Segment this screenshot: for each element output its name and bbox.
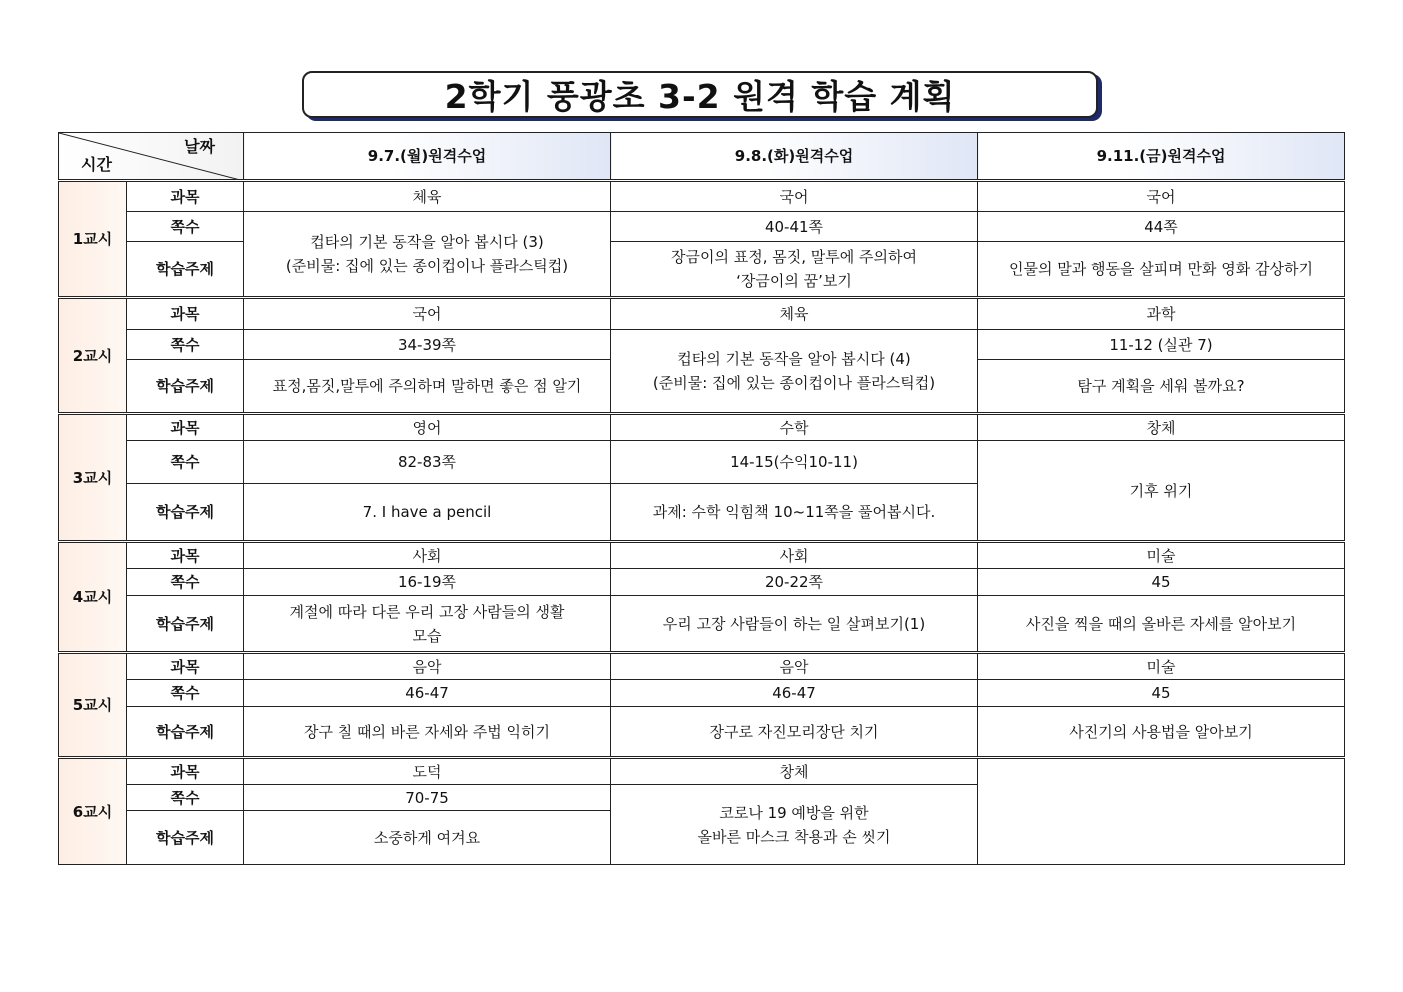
p5-fri-pages: 45 [978, 680, 1345, 707]
row-label-subject: 과목 [127, 414, 244, 441]
period-4-label: 4교시 [59, 542, 127, 653]
corner-cell [59, 133, 244, 181]
p4-fri-topic: 사진을 찍을 때의 올바른 자세를 알아보기 [978, 596, 1345, 653]
p2-tue-merged: 컵타의 기본 동작을 알아 봅시다 (4) (준비물: 집에 있는 종이컵이나 플라스틱컵) [611, 330, 978, 414]
p2-tue-subject: 체육 [611, 298, 978, 330]
p1-fri-subject: 국어 [978, 181, 1345, 212]
p3-fri-subject: 창체 [978, 414, 1345, 441]
p4-mon-subject: 사회 [244, 542, 611, 569]
p5-fri-subject: 미술 [978, 653, 1345, 680]
row-label-subject: 과목 [127, 181, 244, 212]
p4-mon-topic: 계절에 따라 다른 우리 고장 사람들의 생활 모습 [244, 596, 611, 653]
row-label-subject: 과목 [127, 298, 244, 330]
p2-fri-pages: 11-12 (실관 7) [978, 330, 1345, 360]
row-label-topic: 학습주제 [127, 242, 244, 298]
p6-mon-subject: 도덕 [244, 758, 611, 785]
period-1-label: 1교시 [59, 181, 127, 298]
row-label-subject: 과목 [127, 758, 244, 785]
p3-tue-pages: 14-15(수익10-11) [611, 441, 978, 484]
p5-fri-topic: 사진기의 사용법을 알아보기 [978, 707, 1345, 758]
header-row [59, 133, 1345, 181]
p1-mon-subject: 체육 [244, 181, 611, 212]
schedule-table [58, 132, 1345, 865]
p6-fri-empty [978, 758, 1345, 865]
p6-mon-topic: 소중하게 여겨요 [244, 811, 611, 865]
row-label-topic: 학습주제 [127, 811, 244, 865]
p1-fri-topic: 인물의 말과 행동을 살피며 만화 영화 감상하기 [978, 242, 1345, 298]
row-label-pages: 쪽수 [127, 441, 244, 484]
period-3-label: 3교시 [59, 414, 127, 542]
corner-time-label: 시간 [81, 155, 112, 174]
p3-mon-topic: 7. I have a pencil [244, 484, 611, 542]
p3-mon-pages: 82-83쪽 [244, 441, 611, 484]
p4-fri-pages: 45 [978, 569, 1345, 596]
title-box [302, 71, 1098, 118]
p6-tue-subject: 창체 [611, 758, 978, 785]
p4-tue-subject: 사회 [611, 542, 978, 569]
row-label-pages: 쪽수 [127, 680, 244, 707]
p1-tue-subject: 국어 [611, 181, 978, 212]
period-5-label: 5교시 [59, 653, 127, 758]
row-label-topic: 학습주제 [127, 360, 244, 414]
p3-mon-subject: 영어 [244, 414, 611, 441]
p5-tue-subject: 음악 [611, 653, 978, 680]
p5-mon-pages: 46-47 [244, 680, 611, 707]
day-header-mon: 9.7.(월)원격수업 [244, 133, 611, 181]
period-6-label: 6교시 [59, 758, 127, 865]
p5-tue-topic: 장구로 자진모리장단 치기 [611, 707, 978, 758]
p4-mon-pages: 16-19쪽 [244, 569, 611, 596]
p2-mon-topic: 표정,몸짓,말투에 주의하며 말하면 좋은 점 알기 [244, 360, 611, 414]
page-title: 2학기 풍광초 3-2 원격 학습 계획 [444, 77, 956, 116]
row-label-pages: 쪽수 [127, 785, 244, 811]
row-label-pages: 쪽수 [127, 330, 244, 360]
row-label-topic: 학습주제 [127, 707, 244, 758]
row-label-pages: 쪽수 [127, 212, 244, 242]
p2-fri-topic: 탐구 계획을 세워 볼까요? [978, 360, 1345, 414]
p1-tue-topic: 장금이의 표정, 몸짓, 말투에 주의하여 ‘장금이의 꿈’보기 [611, 242, 978, 298]
p3-fri-merged: 기후 위기 [978, 441, 1345, 542]
p3-tue-subject: 수학 [611, 414, 978, 441]
p5-mon-topic: 장구 칠 때의 바른 자세와 주법 익히기 [244, 707, 611, 758]
p5-mon-subject: 음악 [244, 653, 611, 680]
period-2-label: 2교시 [59, 298, 127, 414]
p6-tue-merged: 코로나 19 예방을 위한 올바른 마스크 착용과 손 씻기 [611, 785, 978, 865]
p2-fri-subject: 과학 [978, 298, 1345, 330]
p4-tue-topic: 우리 고장 사람들이 하는 일 살펴보기(1) [611, 596, 978, 653]
row-label-pages: 쪽수 [127, 569, 244, 596]
row-label-subject: 과목 [127, 542, 244, 569]
p2-mon-subject: 국어 [244, 298, 611, 330]
row-label-subject: 과목 [127, 653, 244, 680]
day-header-tue: 9.8.(화)원격수업 [611, 133, 978, 181]
p1-mon-merged: 컵타의 기본 동작을 알아 봅시다 (3) (준비물: 집에 있는 종이컵이나 플라스틱컵) [244, 212, 611, 298]
p3-tue-topic: 과제: 수학 익힘책 10~11쪽을 풀어봅시다. [611, 484, 978, 542]
row-label-topic: 학습주제 [127, 596, 244, 653]
p2-mon-pages: 34-39쪽 [244, 330, 611, 360]
p4-tue-pages: 20-22쪽 [611, 569, 978, 596]
p6-mon-pages: 70-75 [244, 785, 611, 811]
row-label-topic: 학습주제 [127, 484, 244, 542]
p5-tue-pages: 46-47 [611, 680, 978, 707]
p1-tue-pages: 40-41쪽 [611, 212, 978, 242]
p1-fri-pages: 44쪽 [978, 212, 1345, 242]
day-header-fri: 9.11.(금)원격수업 [978, 133, 1345, 181]
p4-fri-subject: 미술 [978, 542, 1345, 569]
corner-date-label: 날짜 [184, 137, 215, 156]
